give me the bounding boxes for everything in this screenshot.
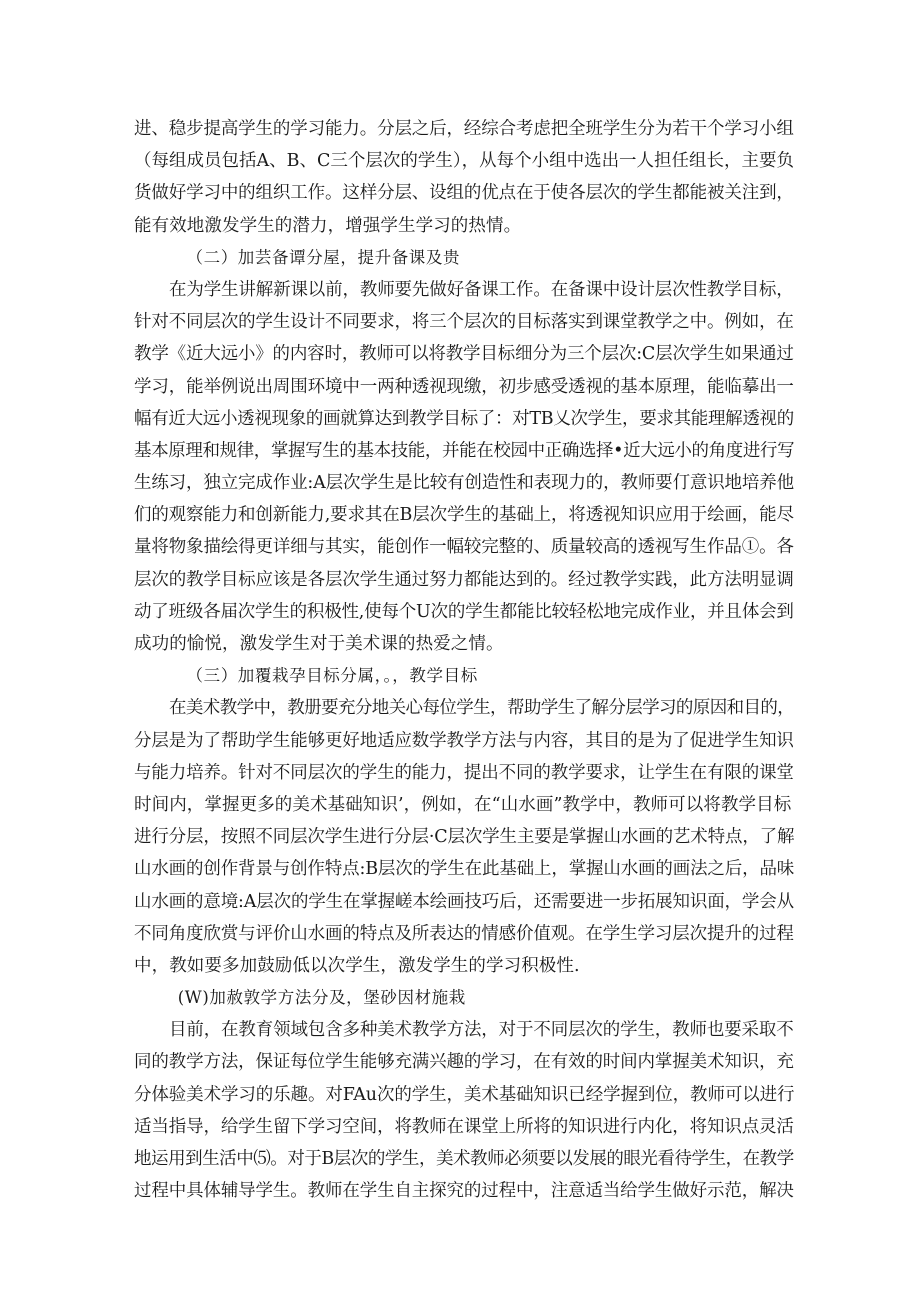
document-body [134, 113, 794, 1207]
paragraph-line: 同的教学方法，保证每位学生能够充满兴趣的学习，在有效的时间内掌握美术知识，充 [134, 1052, 794, 1073]
paragraph-line: 与能力培养。针对不同层次的学生的能力，提出不同的教学要求，让学生在有限的课堂 [134, 762, 794, 783]
paragraph-line: 学习，能举例说出周围环境中一两种透视现缴，初步感受透视的基本原理，能临摹出一 [134, 376, 794, 397]
paragraph-line: 成功的愉悦，激发学生对于美术课的热爱之情。 [134, 634, 504, 654]
paragraph-line: 幅有近大远小透视现象的画就算达到教学目标了：对TB乂次学生，要求其能理解透视的 [134, 408, 794, 429]
paragraph-line: 过程中具体辅导学生。教师在学生自主探究的过程中，注意适当给学生做好示范，解决 [134, 1181, 794, 1202]
paragraph-line: 生练习，独立完成作业:A层次学生是比较有创造性和表现力的，教师要仃意识地培养他 [134, 473, 794, 494]
paragraph-line: （每组成员包括A、B、C三个层次的学生），从每个小组中选出一人担任组长，主要负 [134, 151, 794, 172]
section-heading: （三）加覆栽孕目标分属，。，教学目标 [186, 666, 478, 686]
paragraph-line: 地运用到生活中⑸。对于B层次的学生，美术教师必须要以发展的眼光看待学生，在教学 [134, 1149, 794, 1169]
paragraph-line: 适当指导，给学生留下学习空间，将教师在课堂上所将的知识进行内化，将知识点灵活 [134, 1116, 794, 1137]
paragraph-line: 教学《近大远小》的内容时，教师可以将教学目标细分为三个层次:C层次学生如果通过 [134, 344, 794, 365]
paragraph-line: 目前，在教育领域包含多种美术教学方法，对于不同层次的学生，教师也要采取不 [169, 1020, 794, 1041]
paragraph-line: 进行分层，按照不同层次学生进行分层·C层次学生主要是掌握山水画的艺术特点，了解 [134, 827, 794, 848]
paragraph-line: 时间内，掌握更多的美术基础知识’，例如，在“山水画”教学中，教师可以将教学目标 [134, 794, 792, 815]
paragraph-line: 进、稳步提高学生的学习能力。分层之后，经综合考虑把全班学生分为若干个学习小组 [134, 119, 794, 139]
paragraph-line: 层次的教学目标应该是各层次学生通过努力都能达到的。经过教学实践，此方法明显调 [134, 569, 794, 590]
paragraph-line: 分体验美术学习的乐趣。对FAu次的学生，美术基础知识已经学握到位，教师可以进行 [134, 1084, 794, 1105]
paragraph-line: 不同角度欣赏与评价山水画的特点及所表达的情感价值观。在学生学习层次提升的过程 [134, 923, 794, 944]
paragraph-line: 中，教如要多加鼓励低以次学生，激发学生的学习积极性. [134, 955, 580, 976]
section-heading: （二）加芸备谭分屋，提升备课及贵 [186, 247, 461, 267]
paragraph-line: 货做好学习中的组织工作。这样分层、设组的优点在于使各层次的学生都能被关注到， [134, 183, 794, 204]
paragraph-line: 动了班级各届次学生的积极性,使每个U次的学生都能比较轻松地完成作业，并且体会到 [134, 601, 794, 622]
paragraph-line: 在为学生讲解新课以前，教师要先做好备课工作。在备课中设计层次性教学目标， [169, 279, 794, 300]
paragraph-line: 山水画的创作背景与创作特点:B层次的学生在此基础上，掌握山水画的画法之后，品味 [134, 859, 794, 880]
paragraph-line: 针对不同层次的学生设计不同要求，将三个层次的目标落实到课堂教学之中。例如，在 [134, 312, 794, 333]
paragraph-line: 们的观察能力和创新能力,要求其在B层次学生的基础上，将透视知识应用于绘画，能尽 [134, 505, 794, 526]
section-heading: (W)加赦敦学方法分及，堡砂因材施栽 [177, 988, 466, 1008]
paragraph-line: 量将物象描绘得更详细与其实，能创作一幅较完整的、质量较高的透视写生作品①。各 [134, 537, 794, 558]
paragraph-line: 能有效地激发学生的潜力，增强学生学习的热情。 [134, 215, 522, 236]
paragraph-line: 基本原理和规律，掌握写生的基本技能，并能在校园中正确选择•近大远小的角度进行写 [134, 440, 794, 461]
paragraph-line: 分层是为了帮助学生能够更好地适应数学教学方法与内容，其目的是为了促进学生知识 [134, 730, 794, 751]
paragraph-line: 在美术教学中，教册要充分地关心每位学生，帮助学生了解分层学习的原因和目的， [169, 698, 794, 719]
paragraph-line: 山水画的意境:A层次的学生在掌握嵯本绘画技巧后，还需要进一步拓展知识面，学会从 [134, 891, 794, 912]
